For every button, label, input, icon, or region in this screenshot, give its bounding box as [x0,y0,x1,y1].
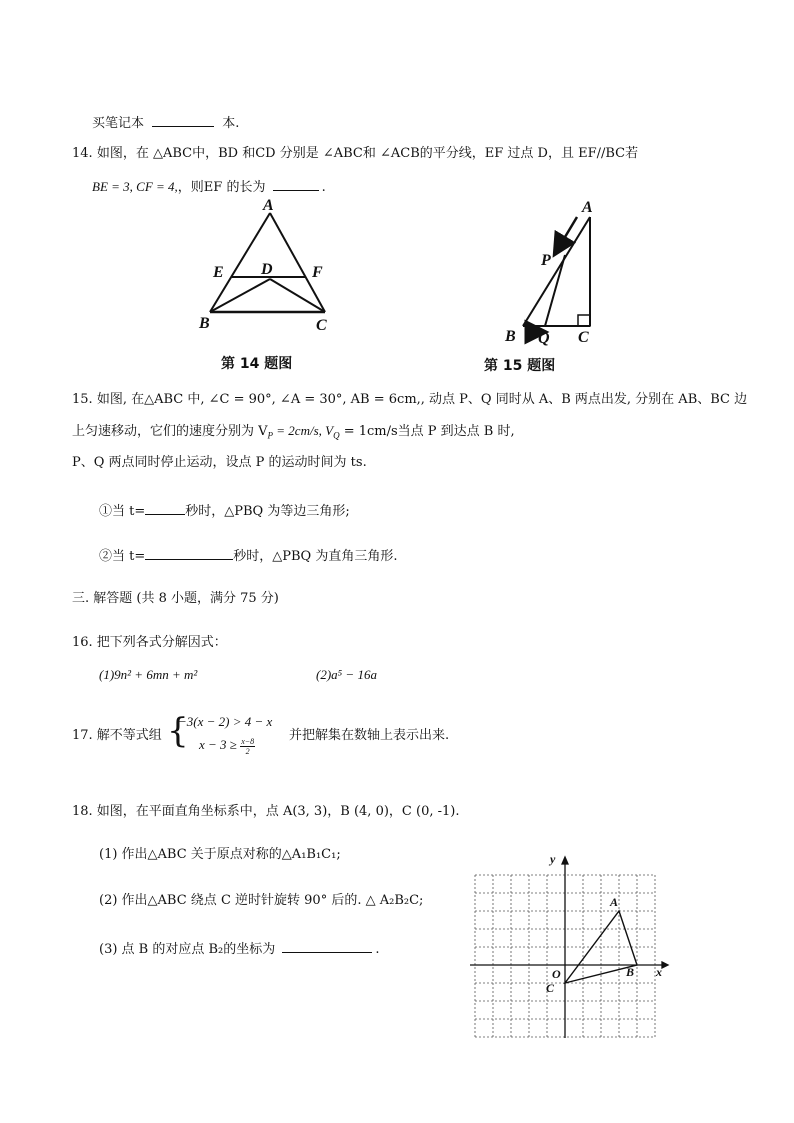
figure-14-caption: 第 14 题图 [221,356,293,372]
q18-origin-label: O [552,967,561,981]
q15-sub1 [99,500,350,521]
q15-sub2-pre: ②当 t= [99,549,146,564]
fig14-side-ac [270,213,325,312]
q16-title: 16. 把下列各式分解因式： [72,635,227,650]
fig14-label-c: C [316,317,327,334]
q14-line2 [92,176,326,197]
q17-prefix: 17. 解不等式组 [72,728,162,743]
q14-given: BE = 3, CF = 4, [92,179,178,194]
q18-x-arrow [662,962,668,968]
fig14-label-b: B [199,315,210,332]
q15-statement-2: 上匀速移动，它们的速度分别为 V [72,424,268,439]
q18-label-c: C [546,981,555,995]
fig15-right-angle-mark [578,315,590,326]
q17-row1: −3(x − 2) > 4 − x [178,714,273,729]
q18-label-b: B [626,965,635,979]
q18-coordinate-grid [466,850,672,1040]
q18-title: 18. 如图，在平面直角坐标系中，点 A(3, 3)，B (4, 0)，C (0, -1). [72,804,460,819]
figure-15-caption: 第 15 题图 [484,358,556,374]
q15-statement-1: 如图, 在△ABC 中, ∠C = 90°, ∠A = 30°, AB = 6cm,, 动点 P、Q 同时从 A、B 两点出发, 分别在 AB、BC 边 [96,392,748,407]
q13-text: 买笔记本 [92,116,145,131]
q15-sub1-pre: ①当 t= [99,504,146,519]
q15-statement-2c: = 1cm/s当点 P 到达点 B 时, [339,424,515,439]
q15-sub2-blank[interactable] [145,545,233,560]
q13-tail-line [92,112,239,133]
fig15-label-q: Q [538,330,550,347]
q18-answer-blank[interactable] [282,938,372,953]
q17-brace: { [167,711,189,751]
q18-x-label: x [656,965,662,979]
q13-unit: 本. [222,116,240,131]
fig14-label-f: F [312,264,323,281]
q16-part2: (2)a⁵ − 16a [316,667,377,682]
q17-frac-num: x−8 [241,736,255,746]
q15-line1 [72,391,747,409]
q15-line2: 上匀速移动，它们的速度分别为 $V_P = 2cm/s$, $V_Q = 1cm/s$当点 P 到达点 B 时, [72,423,515,441]
q15-sub1-blank[interactable] [145,500,185,515]
q15-sub2 [99,545,397,566]
q18-sub1: (1) 作出△ABC 关于原点对称的△A₁B₁C₁; [99,847,341,862]
fig15-label-p: P [541,252,551,269]
figure-15 [495,195,610,350]
q15-sub1-post: 秒时，△PBQ 为等边三角形; [185,504,350,519]
q18-sub3-post: . [375,942,380,957]
fig14-label-e: E [213,264,224,281]
q13-answer-blank[interactable] [152,112,214,127]
fig15-label-a: A [582,199,593,216]
q18-label-a: A [610,895,619,909]
fig15-label-c: C [578,329,589,346]
q17-post: 并把解集在数轴上表示出来. [289,728,450,743]
fig15-label-b: B [505,328,516,345]
q18-sub2: (2) 作出△ABC 绕点 C 逆时针旋转 90° 后的. △ A₂B₂C; [99,893,424,908]
q18-y-label: y [550,852,556,866]
q14-number: 14. [72,146,93,161]
fig14-label-a: A [263,197,274,214]
q14-answer-blank[interactable] [273,176,319,191]
figure-14 [195,195,345,340]
q14-ask: ，则EF 的长为 [177,180,266,195]
q17-fraction [240,737,255,756]
q17-row2-lhs: x − 3 ≥ [199,737,237,752]
q15-speed: = 2cm/s, V [273,423,334,438]
q15-line3: P、Q 两点同时停止运动，设点 P 的运动时间为 ts. [72,455,367,470]
q16-part1: (1)9n² + 6mn + m² [99,667,198,682]
q18-sub3 [99,938,380,959]
q18-y-arrow [562,857,568,864]
q18-sub3-pre: (3) 点 B 的对应点 B₂的坐标为 [99,942,276,957]
q15-number: 15. [72,392,93,407]
q14-line1 [72,145,638,163]
fig15-side-ab [523,217,590,326]
q14-statement: 如图，在 △ABC中，BD 和CD 分别是 ∠ABC和 ∠ACB的平分线，EF 过点 D，且 EF//BC若 [96,146,639,161]
fig14-label-d: D [261,261,273,278]
q17-row2 [199,736,255,756]
q14-end: . [321,180,326,195]
q17-frac-den: 2 [245,746,250,756]
section-3-heading: 三. 解答题 (共 8 小题，满分 75 分) [72,591,279,606]
q15-sub2-post: 秒时，△PBQ 为直角三角形. [233,549,398,564]
